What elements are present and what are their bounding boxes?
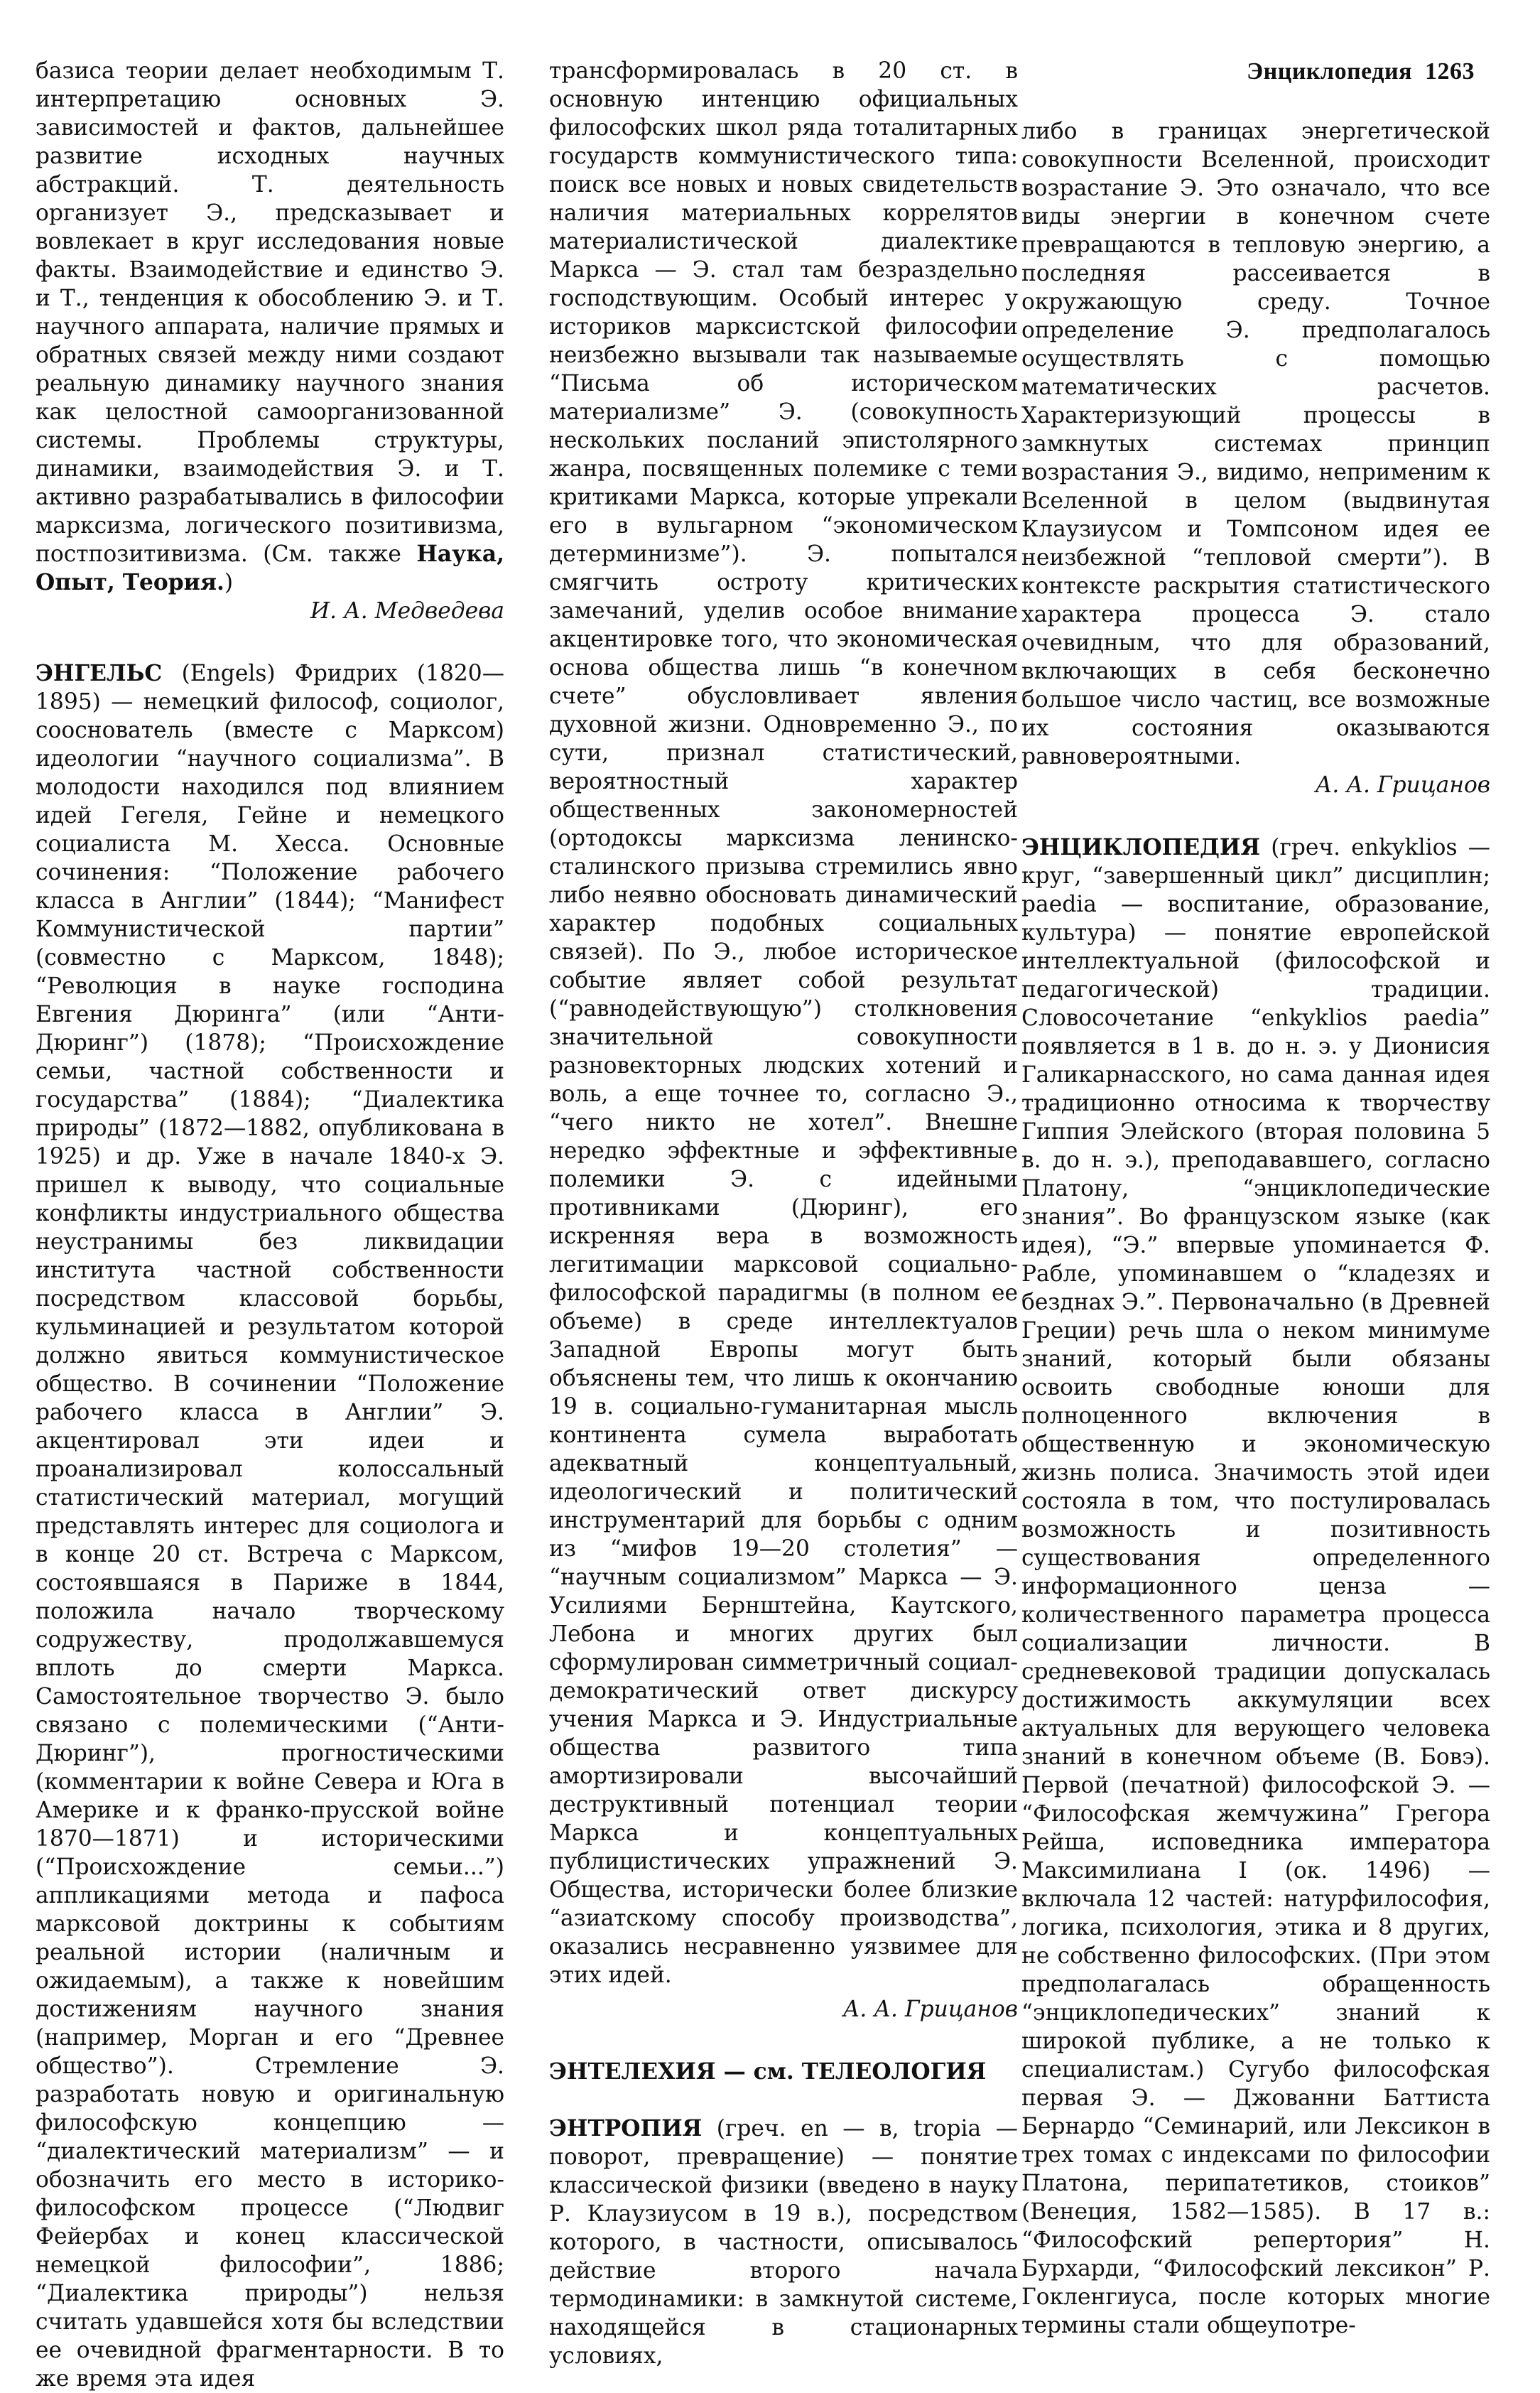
continued-paragraph: либо в границах энергетической совокупности Вселенной, происходит возрастание Э. Это означало, что все виды энергии в конечном счете превращаются в тепловую энергию, а последняя рассеивается в окружающую среду. Точное определение Э. предполагалось осуществлять с помощью математических расчетов. Характеризующий процессы в замкнутых системах принцип возрастания Э., видимо, неприменим к Вселенной в целом (выдвинутая Клаузиусом и Томпсоном идея ее неизбежной “тепловой смерти”). В контексте раскрытия статистического характера процесса Э. стало очевидным, что для образований, включающих в себя бесконечно большое число частиц, все возможные их состояния оказываются равновероятными. (1021, 119, 1490, 769)
paragraph-end: ) (224, 570, 234, 595)
entry-engels (36, 659, 504, 2393)
author-signature: А. А. Грицанов (842, 1997, 1018, 2022)
entry-term: ЭНТРОПИЯ (549, 2116, 703, 2141)
column-1 (36, 57, 504, 2393)
page-number: 1263 (1425, 58, 1475, 85)
paragraph-text: базиса теории делает необходимым Т. интерпретацию основных Э. зависимостей и фактов, дальнейшее развитие исходных научных абстракций. Т. деятельность организует Э., предсказывает и вовлекает в круг исследования новые факты. Взаимодействие и единство Э. и Т., тенденция к обособлению Э. и Т. научного аппарата, наличие прямых и обратных связей между ними создают реальную динамику научного знания как целостной самоорганизованной системы. Проблемы структуры, динамики, взаимодействия Э. и Т. активно разрабатывались в философии марксизма, логического позитивизма, постпозитивизма. (См. также (36, 58, 504, 567)
running-header (1247, 58, 1475, 85)
author-signature: И. А. Медведева (310, 598, 504, 624)
continued-paragraph: трансформировалась в 20 ст. в основную интенцию официальных философских школ ряда тоталитарных государств коммунистического типа: поиск все новых и новых свидетельств наличия материальных коррелятов материалистической диалектике Маркса — Э. стал там безраздельно господствующим. Особый интерес у историков марксистской философии неизбежно вызывали так называемые “Письма об историческом материализме” Э. (совокупность нескольких посланий эпистолярного жанра, посвященных полемике с теми критиками Маркса, которые упрекали его в вульгарном “экономическом детерминизме”). Э. попытался смягчить остроту критических замечаний, уделив особое внимание акцентировке того, что экономическая основа общества лишь “в конечном счете” обусловливает явления духовной жизни. Одновременно Э., по сути, признал статистический, вероятностный характер общественных закономерностей (ортодоксы марксизма ленинско-сталинского призыва стремились явно либо неявно обосновать динамический характер подобных социальных связей). По Э., любое историческое событие являет собой результат (“равнодействующую”) столкновения значительной совокупности разновекторных людских хотений и воль, а еще точнее то, согласно Э., “чего никто не хотел”. Внешне нередко эффектные и эффективные полемики Э. с идейными противниками (Дюринг), его искренняя вера в возможность легитимации марксовой социально-философской парадигмы (в полном ее объеме) в среде интеллектуалов Западной Европы могут быть объяснены тем, что лишь к окончанию 19 в. социально-гуманитарная мысль континента сумела выработать адекватный концептуальный, идеологический и политический инструментарий для борьбы с одним из “мифов 19—20 столетия” — “научным социализмом” Маркса — Э. Усилиями Бернштейна, Каутского, Лебона и многих других был сформулирован симметричный социал-демократический ответ дискурсу учения Маркса и Э. Индустриальные общества развитого типа амортизировали высочайший деструктивный потенциал теории Маркса и концептуальных публицистических упражнений Э. Общества, исторически более близкие “азиатскому способу производства”, оказались несравненно уязвимее для этих идей. (549, 58, 1018, 1988)
entry-encyclopedia (1021, 833, 1490, 2340)
entry-text: (Engels) Фридрих (1820—1895) — немецкий философ, социолог, сооснователь (вместе с Марксом) идеологии “научного социализма”. В молодости находился под влиянием идей Гегеля, Гейне и немецкого социалиста М. Хесса. Основные сочинения: “Положение рабочего класса в Англии” (1844); “Манифест Коммунистической партии” (совместно с Марксом, 1848); “Революция в науке господина Евгения Дюринга” (или “Анти-Дюринг”) (1878); “Происхождение семьи, частной собственности и государства” (1884); “Диалектика природы” (1872—1882, опубликована в 1925) и др. Уже в начале 1840-х Э. пришел к выводу, что социальные конфликты индустриального общества неустранимы без ликвидации института частной собственности посредством классовой борьбы, кульминацией и результатом которой должно явиться коммунистическое общество. В сочинении “Положение рабочего класса в Англии” Э. акцентировал эти идеи и проанализировал колоссальный статистический материал, могущий представлять интерес для социолога и в конце 20 ст. Встреча с Марксом, состоявшаяся в Париже в 1844, положила начало творческому содружеству, продолжавшемуся вплоть до смерти Маркса. Самостоятельное творчество Э. было связано с полемическими (“Анти-Дюринг”), прогностическими (комментарии к войне Севера и Юга в Америке и к франко-прусской войне 1870—1871) и историческими (“Происхождение семьи...”) аппликациями метода и пафоса марксовой доктрины к событиям реальной истории (наличным и ожидаемым), а также к новейшим достижениям научного знания (например, Морган и его “Древнее общество”). Стремление Э. разработать новую и оригинальную философскую концепцию — “диалектический материализм” — и обозначить его место в историко-философском процессе (“Людвиг Фейербах и конец классической немецкой философии”, 1886; “Диалектика природы”) нельзя считать удавшейся хотя бы вследствии ее очевидной фрагментарности. В то же время эта идея (36, 661, 504, 2392)
entry-entropy (549, 2114, 1018, 2370)
entry-term: ЭНЦИКЛОПЕДИЯ (1021, 835, 1261, 860)
entry-entelechy: ЭНТЕЛЕХИЯ — см. ТЕЛЕОЛОГИЯ (549, 2059, 987, 2085)
author-signature: А. А. Грицанов (1315, 772, 1490, 798)
cross-references: Наука, Опыт, Теория. (36, 541, 504, 595)
column-3 (1021, 117, 1490, 2340)
entry-text: (греч. en — в, tropia — поворот, превращение) — понятие классической физики (введено в науку Р. Клаузиусом в 19 в.), посредством которого, в частности, описывалось действие второго начала термодинамики: в замкнутой системе, находящейся в стационарных условиях, (549, 2116, 1018, 2369)
continued-paragraph (36, 57, 504, 597)
column-2 (549, 57, 1018, 2370)
header-title: Энциклопедия (1247, 58, 1412, 85)
entry-text: (греч. enkyklios — круг, “завершенный цикл” дисциплин; paedia — воспитание, образование, культура) — понятие европейской интеллектуальной (философской и педагогической) традиции. Словосочетание “enkyklios paedia” появляется в 1 в. до н. э. у Дионисия Галикарнасского, но сама данная идея традиционно относима к творчеству Гиппия Элейского (вторая половина 5 в. до н. э.), преподававшего, согласно Платону, “энциклопедические знания”. Во французском языке (как идея), “Э.” впервые упоминается Ф. Рабле, упоминавшем о “кладезях и безднах Э.”. Первоначально (в Древней Греции) речь шла о неком минимуме знаний, который были обязаны освоить свободные юноши для полноценного включения в общественную и экономическую жизнь полиса. Значимость этой идеи состояла в том, что постулировалась возможность и позитивность существования определенного информационного ценза — количественного параметра процесса социализации личности. В средневековой традиции допускалась достижимость аккумуляции всех актуальных для верующего человека знаний в конечном объеме (В. Бовэ). Первой (печатной) философской Э. — “Философская жемчужина” Грегора Рейша, исповедника императора Максимилиана I (ок. 1496) — включала 12 частей: натурфилософия, логика, психология, этика и 8 других, не собственно философских. (При этом предполагалась обращенность “энциклопедических” знаний к широкой публике, а не только к специалистам.) Сугубо философская первая Э. — Джованни Баттиста Бернардо “Семинарий, или Лексикон в трех томах с индексами по философии Платона, перипатетиков, стоиков” (Венеция, 1582—1585). В 17 в.: “Философский репертория” Н. Бурхарди, “Философский лексикон” Р. Гокленгиуса, после которых многие термины стали общеупотре- (1021, 835, 1491, 2338)
entry-term: ЭНГЕЛЬС (36, 661, 163, 686)
